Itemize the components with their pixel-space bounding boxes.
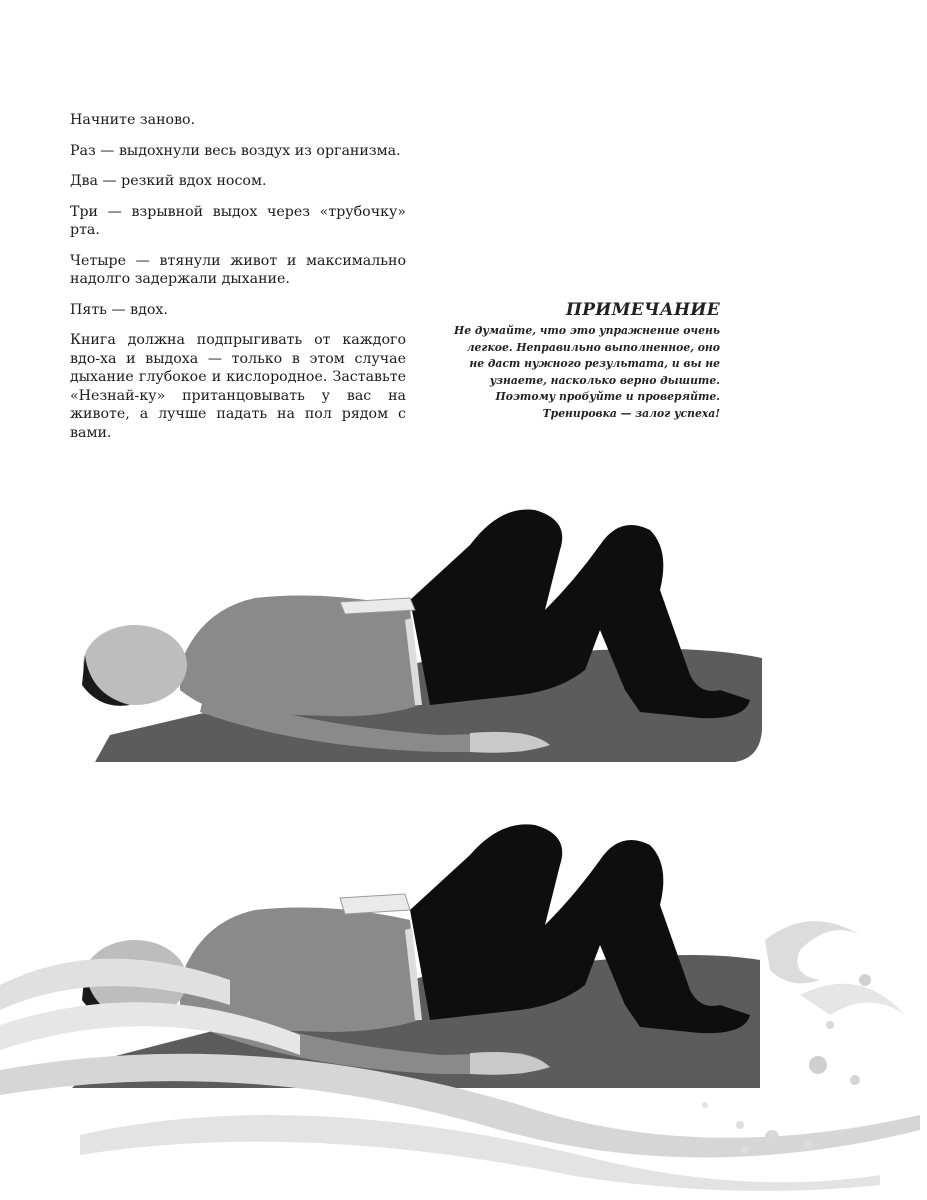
exercise-photo-exhale [0,490,927,780]
note-line: Тренировка — залог успеха! [542,406,720,420]
note-line: Не думайте, что это упражнение очень [454,324,720,337]
step-two: Два — резкий вдох носом. [70,173,267,189]
note-line: узнаете, насколько верно дышите. [489,373,720,387]
wave-decoration [0,905,927,1200]
exercise-steps [70,111,406,454]
note-title: ПРИМЕЧАНИЕ [565,300,720,320]
step-four: Четыре — втянули живот и максимально надолго задержали дыхание. [70,252,406,287]
step-five: Пять — вдох. [70,301,168,318]
note-line: легкое. Неправильно выполненное, оно [466,340,720,354]
note-line: не даст нужного результата, и вы не [469,357,720,370]
step-one: Раз — выдохнули весь воздух из организма. [70,142,401,159]
note-line: Поэтому пробуйте и проверяйте. [495,390,720,403]
note-body [440,323,720,422]
step-restart: Начните заново. [70,112,196,128]
step-three: Три — взрывной выдох через «трубочку» рта. [70,203,406,238]
note-box [440,300,720,422]
book-instruction-paragraph: Книга должна подпрыгивать от каждого вдо-ха и выдоха — только в этом случае дыхание глубокое и кислородное. Заставьте «Незнай-ку» пританцовывать у вас на животе, а лучше падать на пол рядом с вами. [70,332,406,441]
